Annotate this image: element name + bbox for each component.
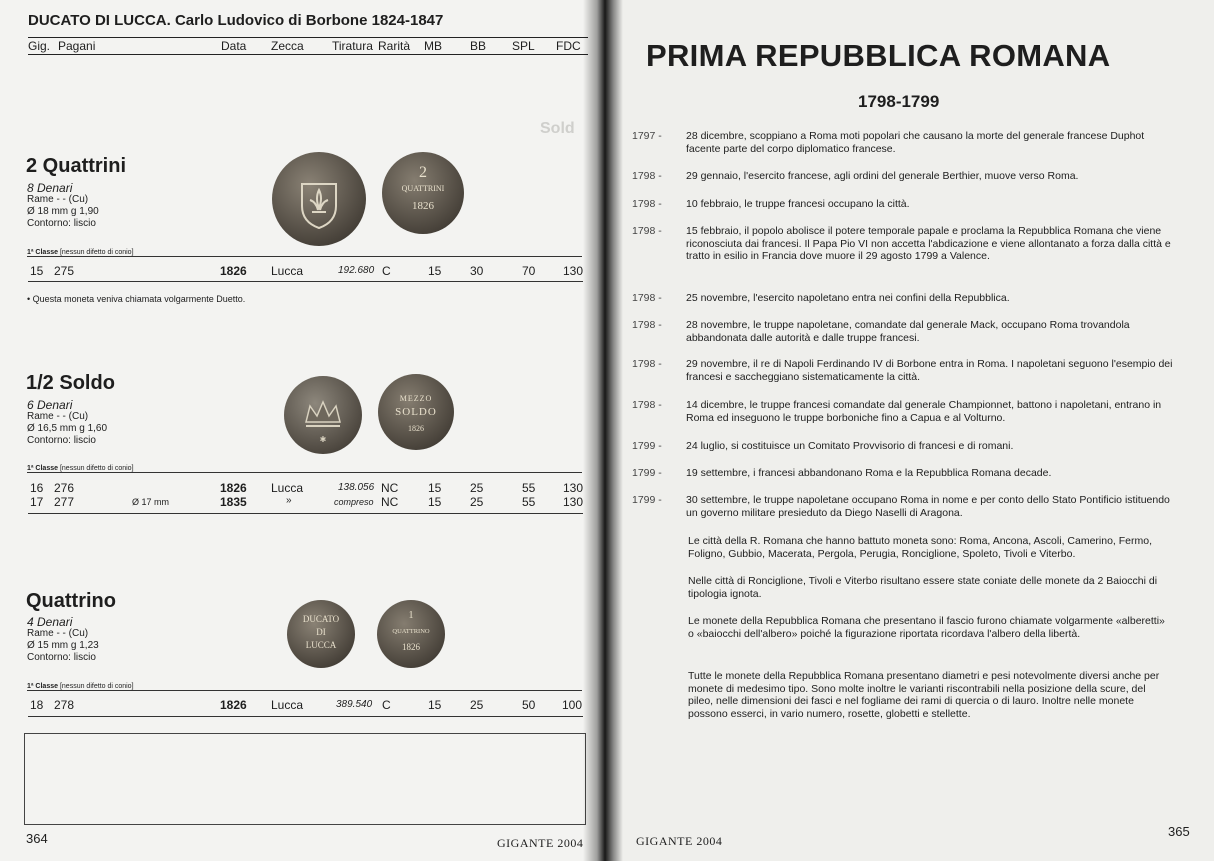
page-number: 365: [1168, 824, 1190, 839]
coin-description: [27, 182, 99, 230]
cell-fdc: 130: [563, 481, 584, 495]
col-spl: SPL: [512, 39, 535, 53]
divider: [28, 716, 583, 717]
cell-rarita: NC: [381, 495, 399, 509]
cell-tiratura: compreso: [334, 497, 374, 507]
col-bb: BB: [470, 39, 487, 53]
crown-icon: [284, 376, 362, 454]
cell-zecca: Lucca: [271, 481, 304, 495]
entry-text: 19 settembre, i francesi abbandonano Roma e la Repubblica Romana decade.: [686, 467, 1052, 479]
classe-note: [nessun difetto di conio]: [59, 249, 134, 256]
cell-zecca: »: [286, 495, 292, 506]
coin-value-text: 1: [408, 610, 414, 621]
cell-tiratura: 138.056: [338, 482, 375, 493]
metal: Rame - - (Cu): [27, 628, 89, 639]
cell-bb: 25: [470, 481, 484, 495]
entry-text: 15 febbraio, il popolo abolisce il potere temporale papale e proclama la Repubblica Romana che viene riconosciuta dai francesi. Il Papa Pio VI non accetta l'abdicazione e viene allontanato a forza dalla città e tratto in esilio in Francia dove muore il 29 agosto 1799 a Valence.: [686, 225, 1171, 262]
table-row: [28, 495, 583, 509]
book-gutter: [583, 0, 623, 861]
page-title: PRIMA REPUBBLICA ROMANA: [646, 38, 1111, 73]
size-weight: Ø 18 mm g 1,90: [27, 206, 99, 217]
classe-bold: 1ª Classe: [27, 249, 59, 256]
cell-data: 1826: [220, 698, 247, 712]
cell-mb: 15: [428, 264, 442, 278]
col-pagani: Pagani: [58, 39, 96, 53]
classe-note: [nessun difetto di conio]: [59, 465, 134, 472]
classe-note: [nessun difetto di conio]: [59, 683, 134, 690]
cell-spl: 70: [522, 264, 536, 278]
metal: Rame - - (Cu): [27, 411, 89, 422]
classe-bold: 1ª Classe: [27, 683, 59, 690]
classe-label: [27, 249, 582, 257]
size-weight: Ø 15 mm g 1,23: [27, 640, 99, 651]
cell-data: 1826: [220, 481, 247, 495]
table-row: [28, 698, 583, 712]
cell-diameter: Ø 17 mm: [132, 497, 170, 507]
cell-fdc: 130: [563, 495, 584, 509]
edge: Contorno: liscio: [27, 652, 96, 663]
cell-tiratura: 389.540: [336, 699, 373, 710]
coin-legend-line: DUCATO: [302, 614, 340, 624]
col-rarita: Rarità: [378, 39, 411, 53]
coin-year-text: 1826: [408, 424, 424, 433]
entry-year: 1798 -: [632, 319, 662, 331]
coin-obverse-image: [284, 376, 362, 454]
col-fdc: FDC: [556, 39, 581, 53]
cell-rarita: C: [382, 698, 391, 712]
svg-text:✱: ✱: [319, 435, 327, 444]
cell-bb: 30: [470, 264, 484, 278]
cell-pagani: 277: [54, 495, 75, 509]
page-subtitle-years: 1798-1799: [858, 92, 940, 111]
coin-name: Quattrino: [26, 590, 116, 612]
coin-description: [27, 616, 99, 664]
cell-zecca: Lucca: [271, 698, 304, 712]
cell-pagani: 278: [54, 698, 75, 712]
coin-year-text: 1826: [412, 200, 434, 212]
entry-year: 1798 -: [632, 225, 662, 237]
cell-gig: 16: [30, 481, 44, 495]
divider: [28, 281, 583, 282]
entry-year: 1798 -: [632, 170, 662, 182]
entry-year: 1799 -: [632, 440, 662, 452]
cell-mb: 15: [428, 495, 442, 509]
section-title: DUCATO DI LUCCA. Carlo Ludovico di Borbone 1824-1847: [28, 12, 444, 29]
coin-legend-line: LUCCA: [305, 640, 337, 650]
edge: Contorno: liscio: [27, 435, 96, 446]
divider: [28, 513, 583, 514]
cell-bb: 25: [470, 495, 484, 509]
classe-bold: 1ª Classe: [27, 465, 59, 472]
cell-gig: 18: [30, 698, 44, 712]
col-mb: MB: [424, 39, 442, 53]
entry-text: 24 luglio, si costituisce un Comitato Provvisorio di francesi e di romani.: [686, 440, 1014, 452]
classe-label: [27, 465, 582, 473]
size-weight: Ø 16,5 mm g 1,60: [27, 423, 108, 434]
entry-year: 1797 -: [632, 130, 662, 142]
coin-note: • Questa moneta veniva chiamata volgarmente Duetto.: [27, 294, 246, 304]
coin-description: [27, 399, 107, 447]
column-header: [28, 37, 588, 55]
body-paragraph: Le città della R. Romana che hanno battuto moneta sono: Roma, Ancona, Ascoli, Camerino, Fermo, Foligno, Gubbio, Macerata, Pergola, Perugia, Ronciglione, Spoleto, Tivoli e Viterbo.: [688, 535, 1153, 560]
cell-data: 1835: [220, 495, 247, 509]
entry-text: 10 febbraio, le truppe francesi occupano la città.: [686, 198, 910, 210]
coin-denomination-text: QUATTRINI: [401, 184, 445, 193]
cell-gig: 17: [30, 495, 44, 509]
entry-year: 1799 -: [632, 467, 662, 479]
cell-spl: 55: [522, 495, 536, 509]
col-gig: Gig.: [28, 39, 51, 53]
coin-value-text: 2: [419, 164, 427, 181]
coin-obverse-image: [272, 152, 366, 246]
body-paragraph: Le monete della Repubblica Romana che presentano il fascio furono chiamate volgarmente «alberetti» o «baiocchi dell'albero» poiché la figurazione riportata ricordava l'albero della libertà.: [688, 615, 1165, 640]
coin-denomination-text: SOLDO: [395, 406, 437, 418]
metal: Rame - - (Cu): [27, 194, 89, 205]
denomination: 4 Denari: [27, 615, 73, 629]
entry-text: 29 novembre, il re di Napoli Ferdinando IV di Borbone entra in Roma. I napoletani seguono l'esempio dei francesi e saccheggiano sistematicamente la città.: [686, 358, 1173, 383]
entry-text: 14 dicembre, le truppe francesi comandate dal generale Championnet, battono i napoletani, entrano in Roma ed inseguono le truppe borboniche fino a Capua e al Volturno.: [686, 399, 1162, 424]
coin-denomination-text: QUATTRINO: [392, 628, 430, 635]
footer-text: GIGANTE 2004: [497, 836, 584, 850]
entry-text: 25 novembre, l'esercito napoletano entra nei confini della Repubblica.: [686, 292, 1010, 304]
cell-data: 1826: [220, 264, 247, 278]
entry-year: 1799 -: [632, 494, 662, 506]
col-zecca: Zecca: [271, 39, 304, 53]
cell-zecca: Lucca: [271, 264, 304, 278]
cell-mb: 15: [428, 481, 442, 495]
cell-tiratura: 192.680: [338, 265, 375, 276]
empty-notes-box: [24, 733, 586, 825]
cell-gig: 15: [30, 264, 44, 278]
coin-reverse-image: [377, 600, 445, 668]
coin-value-text: MEZZO: [399, 394, 433, 403]
left-page: [0, 0, 604, 861]
cell-spl: 55: [522, 481, 536, 495]
body-paragraph: Tutte le monete della Repubblica Romana presentano diametri e pesi notevolmente diversi anche per monete di medesimo tipo. Sono molte inoltre le varianti riscontrabili nella posizione della scure, del pileo, nelle dimensioni dei fasci e nel fogliame dei rami di quercia o di lauro. Inoltre nelle monete possono esserci, in vario numero, rosette, globetti e stellette.: [688, 670, 1160, 720]
edge: Contorno: liscio: [27, 218, 96, 229]
cell-pagani: 275: [54, 264, 75, 278]
entry-year: 1798 -: [632, 399, 662, 411]
entry-text: 30 settembre, le truppe napoletane occupano Roma in nome e per conto dello Stato Pontificio istituendo un governo militare presieduto da Diego Naselli di Aragona.: [686, 494, 1170, 519]
cell-bb: 25: [470, 698, 484, 712]
coin-reverse-image: [378, 374, 454, 450]
cell-fdc: 130: [563, 264, 584, 278]
coin-year-text: 1826: [402, 642, 420, 652]
entry-text: 29 gennaio, l'esercito francese, agli ordini del generale Berthier, muove verso Roma.: [686, 170, 1079, 182]
entry-year: 1798 -: [632, 358, 662, 370]
denomination: 8 Denari: [27, 181, 73, 195]
coin-name: 2 Quattrini: [26, 155, 127, 177]
coin-legend-line: DI: [316, 627, 326, 637]
col-tiratura: Tiratura: [332, 39, 373, 53]
cell-pagani: 276: [54, 481, 75, 495]
coin-reverse-image: [382, 152, 464, 234]
cell-rarita: NC: [381, 481, 399, 495]
bleed-through-text: Sold: [540, 120, 575, 137]
page-number: 364: [26, 831, 48, 846]
classe-label: [27, 683, 582, 691]
footer-text: GIGANTE 2004: [636, 834, 723, 848]
col-data: Data: [221, 39, 247, 53]
entry-text: 28 novembre, le truppe napoletane, comandate dal generale Mack, occupano Roma trovandola abbandonata dalle autorità e dalle truppe francesi.: [686, 319, 1130, 344]
cell-spl: 50: [522, 698, 536, 712]
fleur-de-lis-icon: [272, 152, 366, 246]
denomination: 6 Denari: [27, 398, 73, 412]
table-row: [28, 481, 583, 495]
body-paragraph: Nelle città di Ronciglione, Tivoli e Viterbo risultano essere state coniate delle monete da 2 Baiocchi di tipologia ignota.: [688, 575, 1158, 600]
entry-year: 1798 -: [632, 198, 662, 210]
table-row: [28, 264, 583, 278]
coin-name: 1/2 Soldo: [26, 372, 115, 394]
coin-obverse-image: [287, 600, 355, 668]
cell-mb: 15: [428, 698, 442, 712]
cell-rarita: C: [382, 264, 391, 278]
cell-fdc: 100: [562, 698, 583, 712]
entry-text: 28 dicembre, scoppiano a Roma moti popolari che causano la morte del generale francese Duphot facente parte del corpo diplomatico francese.: [686, 130, 1145, 155]
entry-year: 1798 -: [632, 292, 662, 304]
